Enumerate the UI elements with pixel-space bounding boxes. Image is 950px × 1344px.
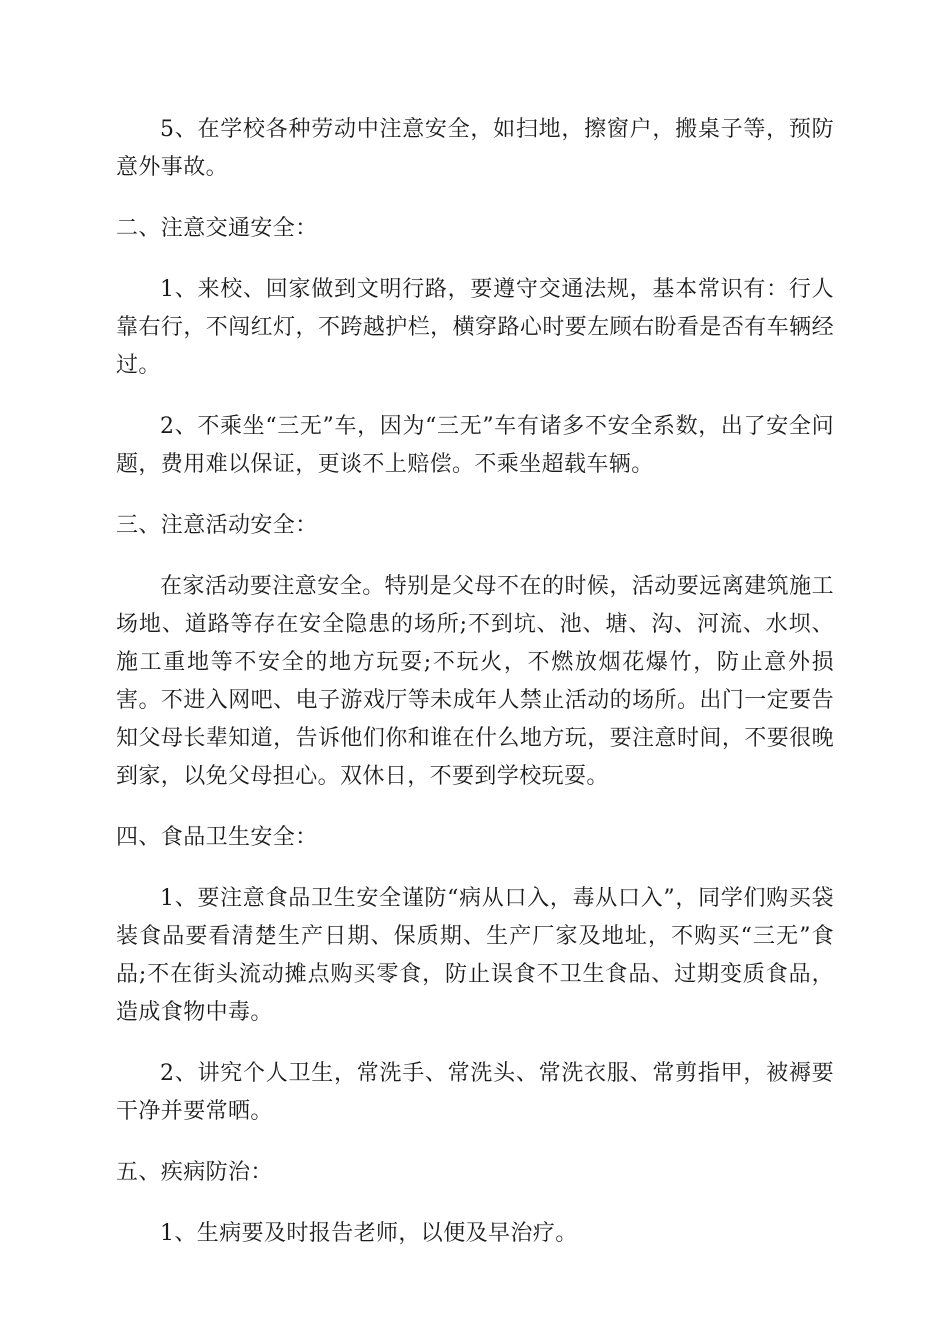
section-heading-disease-prevention: 五、疾病防治： bbox=[116, 1160, 273, 1185]
document-body bbox=[116, 111, 834, 1276]
section-heading-traffic-safety: 二、注意交通安全： bbox=[116, 216, 318, 241]
paragraph-traffic-walking: 1、来校、回家做到文明行路，要遵守交通法规，基本常识有：行人靠右行，不闯红灯，不跨越护栏，横穿路心时要左顾右盼看是否有车辆经过。 bbox=[116, 277, 834, 378]
section-heading-food-safety: 四、食品卫生安全： bbox=[116, 825, 318, 850]
paragraph-labor-safety: 5、在学校各种劳动中注意安全，如扫地，擦窗户，搬桌子等，预防意外事故。 bbox=[116, 117, 834, 180]
paragraph-traffic-vehicles: 2、不乘坐“三无”车，因为“三无”车有诸多不安全系数，出了安全问题，费用难以保证，更谈不上赔偿。不乘坐超载车辆。 bbox=[116, 414, 834, 477]
paragraph-activity-safety: 在家活动要注意安全。特别是父母不在的时候，活动要远离建筑施工场地、道路等存在安全隐患的场所;不到坑、池、塘、沟、河流、水坝、施工重地等不安全的地方玩耍;不玩火，不燃放烟花爆竹，防止意外损害。不进入网吧、电子游戏厅等未成年人禁止活动的场所。出门一定要告知父母长辈知道，告诉他们你和谁在什么地方玩，要注意时间，不要很晚到家，以免父母担心。双休日，不要到学校玩耍。 bbox=[116, 574, 834, 789]
paragraph-report-illness: 1、生病要及时报告老师，以便及早治疗。 bbox=[160, 1221, 578, 1246]
section-heading-activity-safety: 三、注意活动安全： bbox=[116, 513, 318, 538]
paragraph-personal-hygiene: 2、讲究个人卫生，常洗手、常洗头、常洗衣服、常剪指甲，被褥要干净并要常晒。 bbox=[116, 1061, 834, 1124]
paragraph-food-purchase: 1、要注意食品卫生安全谨防“病从口入，毒从口入”，同学们购买袋装食品要看清楚生产日期、保质期、生产厂家及地址，不购买“三无”食品;不在街头流动摊点购买零食，防止误食不卫生食品、过期变质食品，造成食物中毒。 bbox=[116, 886, 834, 1025]
